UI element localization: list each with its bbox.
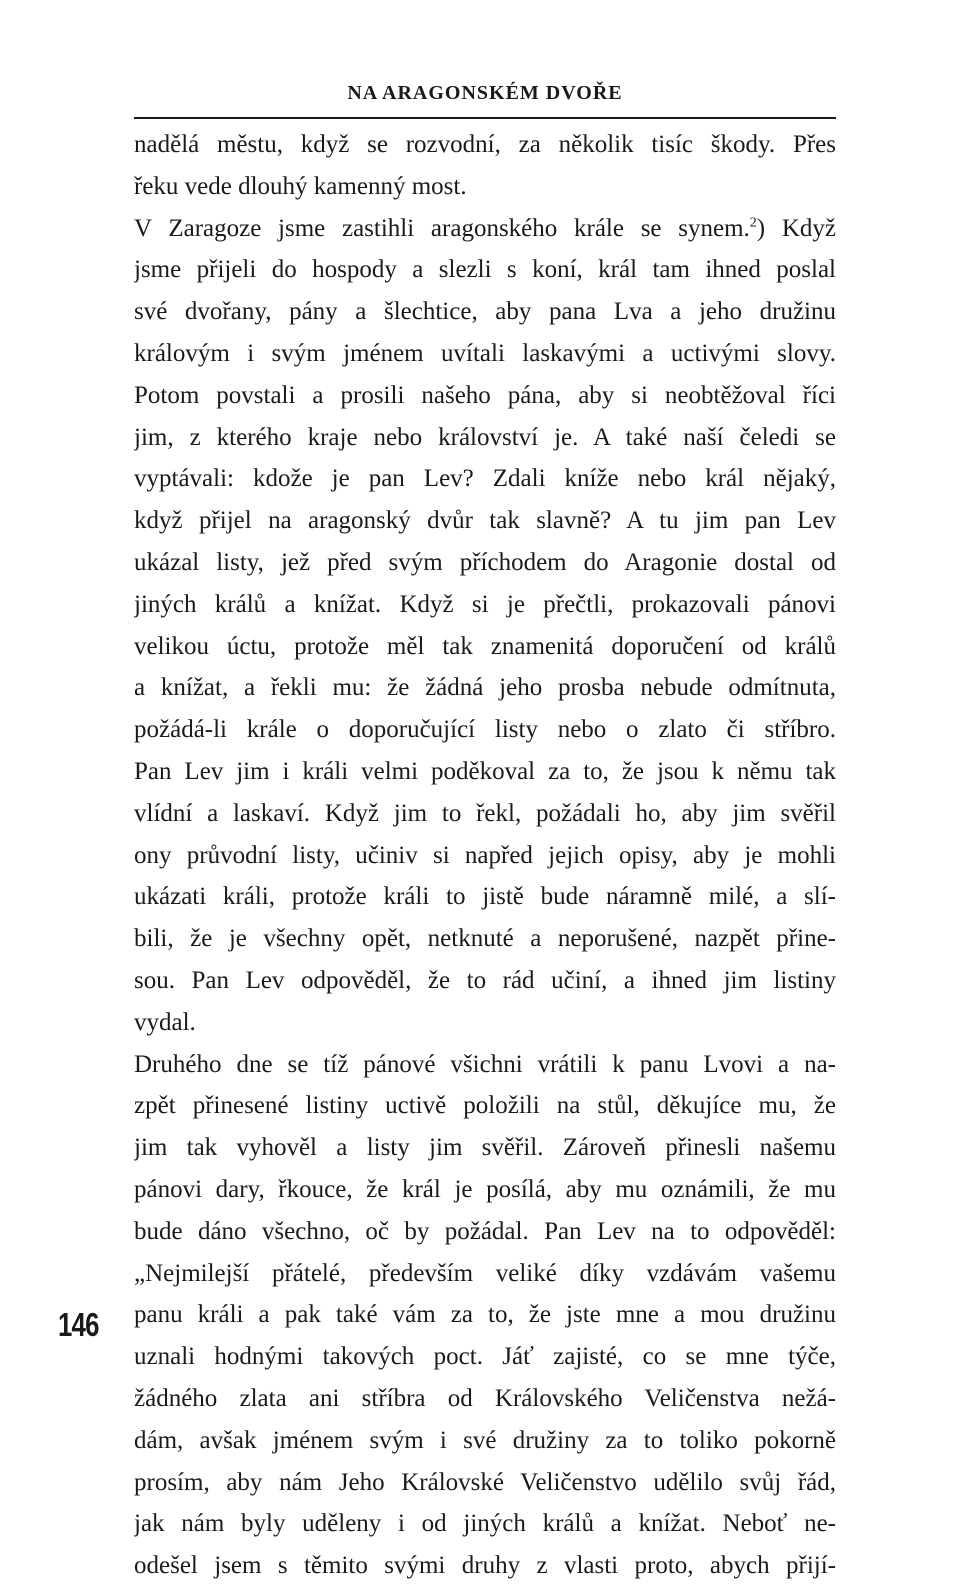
text-line: panu králi a pak také vám za to, že jste mne a mou družinu: [134, 1301, 836, 1329]
running-head: NA ARAGONSKÉM DVOŘE: [347, 82, 623, 104]
text-line: odešel jsem s těmito svými druhy z vlasti proto, abych přijí-: [134, 1552, 836, 1580]
text-line: [134, 208, 836, 250]
text-line: Druhého dne se tíž pánové všichni vrátili k panu Lvovi a na-: [134, 1050, 836, 1078]
text-line: královým i svým jménem uvítali laskavými a uctivými slovy.: [134, 339, 836, 367]
text-line: velikou úctu, protože měl tak znamenitá doporučení od králů: [134, 632, 836, 660]
text-line: zpět přinesené listiny uctivě položili na stůl, děkujíce mu, že: [134, 1092, 836, 1120]
text-line: jak nám byly uděleny i od jiných králů a knížat. Neboť ne-: [134, 1510, 836, 1538]
text-line: prosím, aby nám Jeho Královské Veličenstvo udělilo svůj řád,: [134, 1468, 836, 1496]
text-line: pánovi dary, řkouce, že král je posílá, aby mu oznámili, že mu: [134, 1175, 836, 1203]
text-line: jsme přijeli do hospody a slezli s koní, král tam ihned poslal: [134, 256, 836, 284]
text-line: své dvořany, pány a šlechtice, aby pana Lva a jeho družinu: [134, 298, 836, 326]
text-line: požádá-li krále o doporučující listy nebo o zlato či stříbro.: [134, 716, 836, 744]
text-line: nadělá městu, když se rozvodní, za několik tisíc škody. Přes: [134, 131, 836, 158]
page-number: 146: [58, 1306, 99, 1343]
text-line: bili, že je všechny opět, netknuté a neporušené, nazpět přine-: [134, 925, 836, 953]
body-text: [134, 124, 836, 1587]
text-line: ukázal listy, jež před svým příchodem do Aragonie dostal od: [134, 548, 836, 576]
text-line: vyptávali: kdože je pan Lev? Zdali kníže nebo král nějaký,: [134, 465, 836, 493]
text-line: ony průvodní listy, učiniv si napřed jejich opisy, aby je mohli: [134, 841, 836, 869]
footnote-marker[interactable]: 2: [749, 215, 757, 231]
text-line: sou. Pan Lev odpověděl, že to rád učiní, a ihned jim listiny: [134, 966, 836, 994]
text-line: a knížat, a řekli mu: že žádná jeho prosba nebude odmítnuta,: [134, 674, 836, 702]
text-line: žádného zlata ani stříbra od Královského Veličenstva nežá-: [134, 1384, 836, 1412]
text-line: vlídní a laskaví. Když jim to řekl, požádali ho, aby jim svěřil: [134, 799, 836, 827]
text-line-segment: V Zaragoze jsme zastihli aragonského krále se synem.: [134, 214, 750, 242]
text-line: ukázati králi, protože králi to jistě bude náramně milé, a slí-: [134, 883, 836, 911]
header-rule: [134, 117, 836, 119]
text-line: když přijel na aragonský dvůr tak slavně? A tu jim pan Lev: [134, 507, 836, 535]
text-line: jiných králů a knížat. Když si je přečtli, prokazovali pánovi: [134, 590, 836, 618]
text-line: jim tak vyhověl a listy jim svěřil. Zároveň přinesli našemu: [134, 1134, 836, 1162]
text-line: „Nejmilejší přátelé, především veliké díky vzdávám vašemu: [134, 1259, 836, 1287]
text-line: Potom povstali a prosili našeho pána, aby si neobtěžoval říci: [134, 381, 836, 409]
text-line: bude dáno všechno, oč by požádal. Pan Lev na to odpověděl:: [134, 1217, 836, 1245]
text-line: uznali hodnými takových poct. Jáť zajisté, co se mne týče,: [134, 1343, 836, 1371]
text-line-segment: ) Když: [756, 214, 836, 242]
text-line: řeku vede dlouhý kamenný most.: [134, 172, 467, 200]
text-line: Pan Lev jim i králi velmi poděkoval za to, že jsou k němu tak: [134, 757, 836, 785]
text-line: jim, z kterého kraje nebo království je. A také naší čeledi se: [134, 423, 836, 451]
text-line: dám, avšak jménem svým i své družiny za to toliko pokorně: [134, 1426, 836, 1454]
text-line: vydal.: [134, 1008, 196, 1036]
